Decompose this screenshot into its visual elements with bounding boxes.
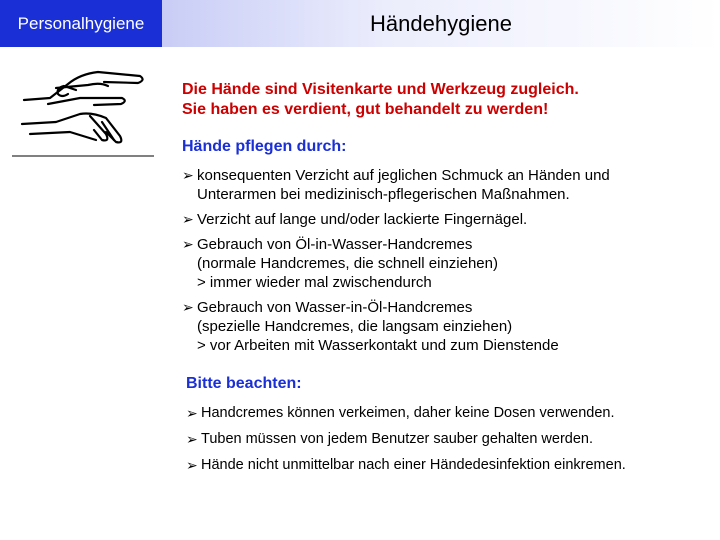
arrow-bullet-icon: ➢ — [182, 167, 194, 183]
arrow-bullet-icon: ➢ — [186, 431, 198, 447]
list-item: ➢ Verzicht auf lange und/oder lackierte Fingernägel. — [182, 211, 528, 228]
notes-heading: Bitte beachten: — [186, 375, 302, 392]
slide-title: Händehygiene — [370, 11, 512, 36]
notes-list — [186, 404, 626, 482]
list-item: ➢ Gebrauch von Öl-in-Wasser-Handcremes (normale Handcremes, die schnell einziehen) > immer wieder mal zwischendurch — [182, 236, 498, 291]
arrow-bullet-icon: ➢ — [182, 211, 194, 227]
intro-text — [182, 80, 579, 120]
intro-line-1: Die Hände sind Visitenkarte und Werkzeug zugleich. — [182, 81, 579, 98]
arrow-bullet-icon: ➢ — [182, 299, 194, 315]
hands-illustration-icon — [10, 58, 160, 158]
list-item: ➢ Gebrauch von Wasser-in-Öl-Handcremes (spezielle Handcremes, die langsam einziehen) > vor Arbeiten mit Wasserkontakt und zum Dienstende — [182, 299, 559, 354]
care-list — [182, 166, 610, 361]
arrow-bullet-icon: ➢ — [186, 457, 198, 473]
list-item: ➢ Hände nicht unmittelbar nach einer Händedesinfektion einkremen. — [186, 457, 626, 473]
list-item: ➢ Tuben müssen von jedem Benutzer sauber gehalten werden. — [186, 431, 594, 447]
list-item: ➢ konsequenten Verzicht auf jeglichen Schmuck an Händen und Unterarmen bei medizinisch-pflegerischen Maßnahmen. — [182, 167, 610, 203]
arrow-bullet-icon: ➢ — [186, 405, 198, 421]
list-item: ➢ Handcremes können verkeimen, daher keine Dosen verwenden. — [186, 405, 615, 421]
arrow-bullet-icon: ➢ — [182, 236, 194, 252]
care-heading: Hände pflegen durch: — [182, 138, 347, 155]
intro-line-2: Sie haben es verdient, gut behandelt zu werden! — [182, 101, 549, 118]
section-label: Personalhygiene — [0, 0, 162, 47]
